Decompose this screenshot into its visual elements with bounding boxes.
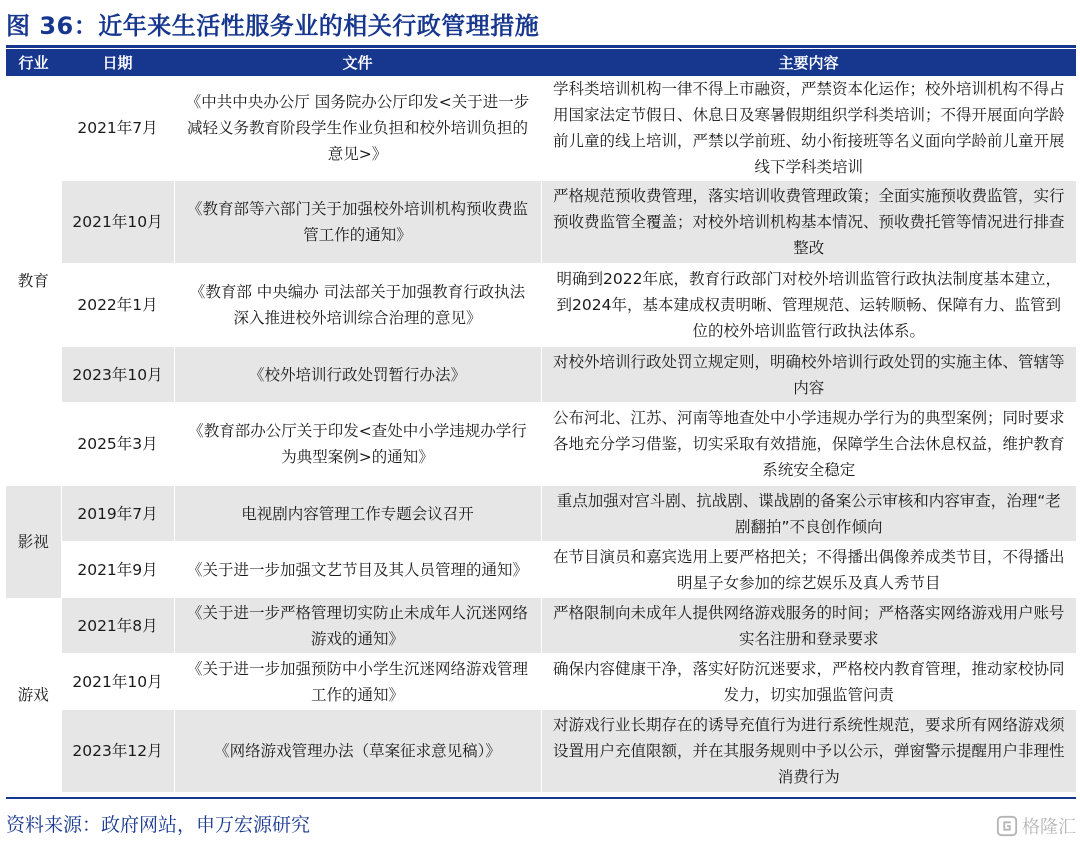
document-cell: 《教育部 中央编办 司法部关于加强教育行政执法 深入推进校外培训综合治理的意见》 — [174, 264, 541, 347]
gelonghui-logo-icon — [996, 815, 1018, 837]
date-cell: 2022年1月 — [61, 264, 174, 347]
document-cell: 《中共中央办公厅 国务院办公厅印发<关于进一步减轻义务教育阶段学生作业负担和校外培训负担的意见>》 — [174, 76, 541, 181]
table-row — [6, 598, 1076, 654]
date-cell: 2021年10月 — [61, 181, 174, 264]
content-cell: 严格规范预收费管理，落实培训收费管理政策；全面实施预收费监管，实行预收费监管全覆盖；对校外培训机构基本情况、预收费托管等情况进行排查整改 — [541, 181, 1076, 264]
header-content: 主要内容 — [541, 49, 1076, 76]
content-cell: 公布河北、江苏、河南等地查处中小学违规办学行为的典型案例；同时要求各地充分学习借鉴，切实采取有效措施，保障学生合法休息权益，维护教育系统安全稳定 — [541, 403, 1076, 486]
content-cell: 对校外培训行政处罚立规定则，明确校外培训行政处罚的实施主体、管辖等内容 — [541, 347, 1076, 403]
figure-title: 图 36：近年来生活性服务业的相关行政管理措施 — [6, 12, 540, 40]
content-cell: 重点加强对宫斗剧、抗战剧、谍战剧的备案公示审核和内容审查，治理“老剧翻拍”不良创作倾向 — [541, 486, 1076, 542]
document-cell: 《网络游戏管理办法（草案征求意见稿）》 — [174, 710, 541, 793]
date-cell: 2023年12月 — [61, 710, 174, 793]
document-cell: 《关于进一步加强预防中小学生沉迷网络游戏管理工作的通知》 — [174, 654, 541, 710]
industry-cell-film-tv: 影视 — [6, 486, 61, 598]
content-cell: 在节目演员和嘉宾选用上要严格把关；不得播出偶像养成类节目，不得播出明星子女参加的综艺娱乐及真人秀节目 — [541, 542, 1076, 598]
date-cell: 2023年10月 — [61, 347, 174, 403]
table-row — [6, 542, 1076, 598]
title-rule — [6, 45, 1076, 48]
date-cell: 2025年3月 — [61, 403, 174, 486]
policy-table — [6, 49, 1076, 793]
date-cell: 2021年9月 — [61, 542, 174, 598]
table-row — [6, 347, 1076, 403]
table-row — [6, 181, 1076, 264]
table-row — [6, 264, 1076, 347]
date-cell: 2019年7月 — [61, 486, 174, 542]
watermark-text: 格隆汇 — [1022, 817, 1076, 838]
industry-cell-gaming: 游戏 — [6, 598, 61, 793]
document-cell: 电视剧内容管理工作专题会议召开 — [174, 486, 541, 542]
header-industry: 行业 — [6, 49, 61, 76]
date-cell: 2021年8月 — [61, 598, 174, 654]
bottom-rule — [6, 797, 1076, 799]
content-cell: 学科类培训机构一律不得上市融资，严禁资本化运作；校外培训机构不得占用国家法定节假日、休息日及寒暑假期组织学科类培训；不得开展面向学龄前儿童的线上培训，严禁以学前班、幼小衔接班等名义面向学龄前儿童开展线下学科类培训 — [541, 76, 1076, 181]
watermark — [996, 812, 1076, 840]
date-cell: 2021年10月 — [61, 654, 174, 710]
content-cell: 明确到2022年底，教育行政部门对校外培训监管行政执法制度基本建立，到2024年，基本建成权责明晰、管理规范、运转顺畅、保障有力、监管到位的校外培训监管行政执法体系。 — [541, 264, 1076, 347]
table-row — [6, 710, 1076, 793]
source-note: 资料来源：政府网站，申万宏源研究 — [6, 814, 311, 836]
table-header-row — [6, 49, 1076, 76]
header-document: 文件 — [174, 49, 541, 76]
content-cell: 严格限制向未成年人提供网络游戏服务的时间；严格落实网络游戏用户账号实名注册和登录要求 — [541, 598, 1076, 654]
document-cell: 《教育部办公厅关于印发<查处中小学违规办学行为典型案例>的通知》 — [174, 403, 541, 486]
industry-cell-education: 教育 — [6, 76, 61, 486]
header-date: 日期 — [61, 49, 174, 76]
document-cell: 《校外培训行政处罚暂行办法》 — [174, 347, 541, 403]
document-cell: 《关于进一步严格管理切实防止未成年人沉迷网络游戏的通知》 — [174, 598, 541, 654]
document-cell: 《教育部等六部门关于加强校外培训机构预收费监管工作的通知》 — [174, 181, 541, 264]
table-row — [6, 403, 1076, 486]
document-cell: 《关于进一步加强文艺节目及其人员管理的通知》 — [174, 542, 541, 598]
table-row — [6, 486, 1076, 542]
date-cell: 2021年7月 — [61, 76, 174, 181]
content-cell: 确保内容健康干净，落实好防沉迷要求，严格校内教育管理，推动家校协同发力，切实加强监管问责 — [541, 654, 1076, 710]
content-cell: 对游戏行业长期存在的诱导充值行为进行系统性规范，要求所有网络游戏须设置用户充值限额，并在其服务规则中予以公示，弹窗警示提醒用户非理性消费行为 — [541, 710, 1076, 793]
table-row — [6, 654, 1076, 710]
table-row — [6, 76, 1076, 181]
